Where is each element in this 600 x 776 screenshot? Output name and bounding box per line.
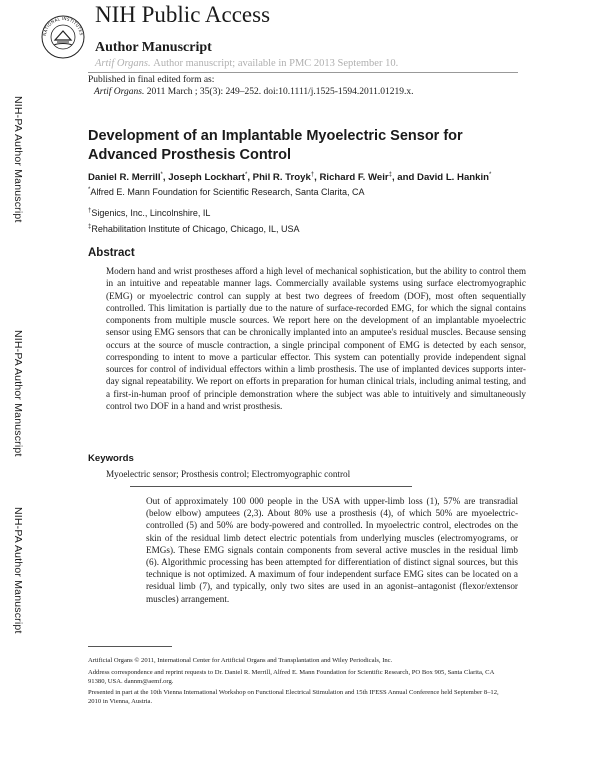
citation-line: Artif Organs. 2011 March ; 35(3): 249–252. doi:10.1111/j.1525-1594.2011.01219.x. [94, 87, 414, 97]
author-list: Daniel R. Merrill*, Joseph Lockhart*, Phil R. Troyk†, Richard F. Weir‡, and David L. Hankin* [88, 172, 492, 184]
footnote-divider [88, 646, 172, 647]
svg-text:NATIONAL INSTITUTES OF HEALTH: NATIONAL INSTITUTES [41, 15, 84, 37]
author-name: Richard F. Weir [319, 172, 389, 184]
affiliation: *Alfred E. Mann Foundation for Scientific Research, Santa Clarita, CA [88, 187, 365, 197]
abstract-body: Modern hand and wrist prostheses afford a high level of mechanical sophistication, but the ability to control them in an intuitive and repeatable manner lags. Commercially available systems using surface electromyographic (EMG) or myoelectric control can supply at best two degrees of freedom (DOF), most often sequentially controlled. This limitation is partially due to the nature of surface-recorded EMG, for which the signal contains components from multiple muscle sources. We report here on the development of an implantable myoelectric sensor using EMG sensors that can be chronically implanted into an amputee's residual muscles. Because sensing occurs at the source of muscle contraction, a single principal component of EMG is detected by each sensor, corresponding to intent to move a particular effector. This system can potentially provide independent signal sources for control of individual effectors within a limb prosthesis. The use of implanted devices supports inter-day signal repeatability. We report on efforts in preparation for human clinical trials, including animal testing, and a first-in-human proof of principle demonstration where the subject was able to intuitively and simultaneously control two DOF in a hand and wrist prosthesis. [106, 266, 526, 411]
affiliation: †Sigenics, Inc., Lincolnshire, IL [88, 208, 211, 218]
author-name: Phil R. Troyk [252, 172, 311, 184]
author-name: Daniel R. Merrill [88, 172, 161, 184]
correspondence-footnote: Address correspondence and reprint requests to Dr. Daniel R. Merrill, Alfred E. Mann Foundation for Scientific Research, PO Box 905, Santa Clarita, CA 91380, USA. dannm@aemf.org. [88, 669, 494, 685]
nih-seal-logo [40, 4, 86, 70]
section-divider [130, 486, 412, 487]
sidebar-watermark: NIH-PA Author Manuscript [12, 329, 24, 457]
keywords-list: Myoelectric sensor; Prosthesis control; Electromyographic control [106, 469, 351, 479]
nih-public-access-title: NIH Public Access [95, 2, 271, 27]
presented-footnote: Presented in part at the 10th Vienna International Workshop on Functional Electrical Stimulation and 15th IFESS Annual Conference held September 8–12, 2010 in Vienna, Austria. [88, 689, 499, 705]
sidebar-watermark: NIH-PA Author Manuscript [12, 506, 24, 634]
abstract-heading: Abstract [88, 247, 135, 259]
published-label: Published in final edited form as: [88, 75, 215, 85]
article-title: Development of an Implantable Myoelectric Sensor for Advanced Prosthesis Control [88, 128, 463, 163]
keywords-heading: Keywords [88, 453, 134, 464]
author-name: David L. Hankin [417, 172, 489, 184]
affiliation: ‡Rehabilitation Institute of Chicago, Chicago, IL, USA [88, 224, 300, 234]
author-name: Joseph Lockhart [168, 172, 245, 184]
sidebar-watermark: NIH-PA Author Manuscript [12, 95, 24, 223]
author-manuscript-label: Author Manuscript [95, 40, 212, 55]
header-divider [88, 72, 518, 73]
copyright-footnote: Artificial Organs © 2011, International Center for Artificial Organs and Transplantation and Wiley Periodicals, Inc. [88, 657, 393, 664]
introduction-paragraph: Out of approximately 100 000 people in the USA with upper-limb loss (1), 57% are transradial (below elbow) amputees (2,3). About 80% use a prosthesis (4), of which 50% are myoelectric-controlled (5) and 50% are body-powered and controlled. In myoelectric control, electrodes on the skin of the residual limb detect electric potentials from underlying muscles (electromyograms, or EMGs). These EMG signals contain components from several active muscles in the residual limb (6). Algorithmic processing has been attempted for differentiation of distinct signal sources, but this technique is not optimized. A maximum of four independent surface EMG sites can be located on a residual limb (7), and typically, only two sites are used in an agonist–antagonist (flexor/extensor muscles) arrangement. [146, 496, 518, 604]
availability-note: Artif Organs. Author manuscript; available in PMC 2013 September 10. [95, 58, 399, 69]
